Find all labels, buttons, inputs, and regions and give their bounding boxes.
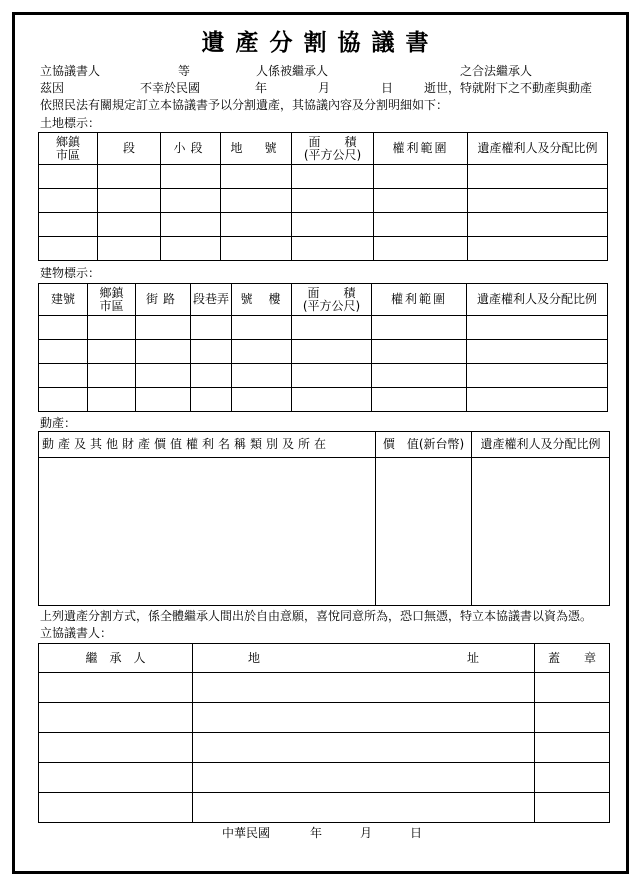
signer-cell-heir-name[interactable] [39, 733, 193, 763]
land-header-rights-scope: 權利範圍 [374, 133, 468, 165]
building-cell-number-floor[interactable] [232, 316, 292, 340]
building-cell-number-floor[interactable] [232, 388, 292, 412]
signer-cell-address[interactable] [193, 673, 535, 703]
building-cell-street[interactable] [136, 316, 191, 340]
building-cell-district[interactable] [88, 364, 136, 388]
building-row [39, 364, 608, 388]
intro-heir-of: 人係被繼承人 [256, 64, 329, 78]
land-cell-rights-scope[interactable] [374, 213, 468, 237]
building-header-number-floor: 號 樓 [232, 284, 292, 316]
building-cell-number-floor[interactable] [232, 340, 292, 364]
land-header-lot-number: 地 號 [221, 133, 292, 165]
intro-month: 月 [318, 81, 331, 95]
building-cell-street[interactable] [136, 388, 191, 412]
signer-cell-seal[interactable] [535, 733, 610, 763]
land-cell-lot-number[interactable] [221, 213, 292, 237]
building-cell-area[interactable] [292, 316, 372, 340]
closing-statement: 上列遺產分割方式，係全體繼承人間出於自由意願，喜悅同意所為，恐口無憑，特立本協議書以資為憑。 [40, 609, 593, 623]
signer-cell-heir-name[interactable] [39, 763, 193, 793]
land-cell-subsection[interactable] [161, 237, 221, 261]
intro-day: 日 [381, 81, 394, 95]
intro-legal-heir: 之合法繼承人 [460, 64, 533, 78]
building-cell-rights-scope[interactable] [372, 340, 467, 364]
building-cell-street[interactable] [136, 340, 191, 364]
building-cell-heir-allocation[interactable] [467, 364, 608, 388]
signers-label: 立協議書人： [40, 626, 113, 640]
signer-row [39, 793, 610, 823]
intro-party-label: 立協議書人 [40, 64, 101, 78]
building-header-rights-scope: 權利範圍 [372, 284, 467, 316]
intro-statement: 依照民法有關規定訂立本協議書予以分割遺產，其協議內容及分割明細如下： [40, 98, 449, 112]
movable-table [38, 431, 610, 606]
signer-cell-address[interactable] [193, 763, 535, 793]
land-cell-lot-number[interactable] [221, 165, 292, 189]
building-cell-area[interactable] [292, 340, 372, 364]
land-cell-district[interactable] [39, 213, 98, 237]
footer-day: 日 [410, 826, 423, 840]
building-cell-district[interactable] [88, 340, 136, 364]
signers-table [38, 643, 610, 823]
land-cell-subsection[interactable] [161, 165, 221, 189]
land-cell-district[interactable] [39, 237, 98, 261]
building-cell-building-number[interactable] [39, 340, 88, 364]
signer-cell-seal[interactable] [535, 763, 610, 793]
land-cell-lot-number[interactable] [221, 237, 292, 261]
land-row [39, 165, 608, 189]
footer-roc: 中華民國 [222, 826, 271, 840]
signer-cell-seal[interactable] [535, 793, 610, 823]
building-section-label: 建物標示： [40, 266, 101, 280]
building-cell-heir-allocation[interactable] [467, 316, 608, 340]
land-cell-area[interactable] [292, 213, 374, 237]
land-cell-heir-allocation[interactable] [468, 213, 608, 237]
land-cell-heir-allocation[interactable] [468, 189, 608, 213]
building-cell-heir-allocation[interactable] [467, 388, 608, 412]
signer-cell-heir-name[interactable] [39, 673, 193, 703]
intro-passed: 逝世，特就附下之不動產與動產 [424, 81, 593, 95]
movable-header-item: 動產及其他財產價值權利名稱類別及所在 [39, 432, 376, 458]
building-cell-building-number[interactable] [39, 388, 88, 412]
land-cell-rights-scope[interactable] [374, 165, 468, 189]
building-cell-section-lane[interactable] [191, 316, 232, 340]
building-header-building-number: 建號 [39, 284, 88, 316]
movable-header-allocation: 遺產權利人及分配比例 [472, 432, 610, 458]
signer-cell-seal[interactable] [535, 703, 610, 733]
building-table [38, 283, 608, 412]
land-cell-section[interactable] [98, 213, 161, 237]
signers-header-address-1: 地 [248, 650, 261, 665]
land-cell-area[interactable] [292, 189, 374, 213]
building-row [39, 316, 608, 340]
signer-row [39, 703, 610, 733]
land-cell-area[interactable] [292, 237, 374, 261]
signer-row [39, 733, 610, 763]
land-row [39, 213, 608, 237]
movable-section-label: 動產： [40, 416, 77, 430]
signers-header-address [193, 644, 535, 673]
building-cell-building-number[interactable] [39, 316, 88, 340]
land-header-district: 鄉鎮 市區 [39, 133, 98, 165]
building-cell-heir-allocation[interactable] [467, 340, 608, 364]
land-cell-rights-scope[interactable] [374, 237, 468, 261]
land-section-label: 土地標示： [40, 116, 101, 130]
building-cell-section-lane[interactable] [191, 340, 232, 364]
intro-year: 年 [255, 81, 268, 95]
movable-allocation-cell[interactable] [472, 458, 610, 606]
land-row [39, 237, 608, 261]
signers-header-seal: 蓋 章 [535, 644, 610, 673]
signer-cell-address[interactable] [193, 703, 535, 733]
footer-year: 年 [310, 826, 323, 840]
building-cell-rights-scope[interactable] [372, 316, 467, 340]
signers-header-address-2: 址 [466, 650, 479, 665]
signer-cell-seal[interactable] [535, 673, 610, 703]
land-header-subsection: 小段 [161, 133, 221, 165]
intro-now-because: 茲因 [40, 81, 65, 95]
building-cell-area[interactable] [292, 364, 372, 388]
building-cell-section-lane[interactable] [191, 388, 232, 412]
building-cell-building-number[interactable] [39, 364, 88, 388]
land-cell-section[interactable] [98, 189, 161, 213]
land-cell-district[interactable] [39, 165, 98, 189]
movable-header-value: 價 值(新台幣) [376, 432, 472, 458]
land-header-heir-allocation: 遺產權利人及分配比例 [468, 133, 608, 165]
land-header-area: 面 積 (平方公尺) [292, 133, 374, 165]
document-title: 遺產分割協議書 [201, 29, 440, 56]
signer-cell-address[interactable] [193, 733, 535, 763]
land-cell-heir-allocation[interactable] [468, 237, 608, 261]
movable-value-cell[interactable] [376, 458, 472, 606]
land-row [39, 189, 608, 213]
movable-item-cell[interactable] [39, 458, 376, 606]
land-cell-rights-scope[interactable] [374, 189, 468, 213]
signer-cell-heir-name[interactable] [39, 703, 193, 733]
building-header-heir-allocation: 遺產權利人及分配比例 [467, 284, 608, 316]
building-cell-district[interactable] [88, 316, 136, 340]
building-header-street: 街路 [136, 284, 191, 316]
land-cell-subsection[interactable] [161, 213, 221, 237]
building-cell-district[interactable] [88, 388, 136, 412]
intro-unfortunate: 不幸於民國 [140, 81, 201, 95]
signer-cell-address[interactable] [193, 793, 535, 823]
signers-header-heir: 繼 承 人 [39, 644, 193, 673]
land-cell-area[interactable] [292, 165, 374, 189]
building-cell-section-lane[interactable] [191, 364, 232, 388]
building-header-section-lane: 段巷弄 [191, 284, 232, 316]
footer-month: 月 [360, 826, 373, 840]
building-cell-number-floor[interactable] [232, 364, 292, 388]
signer-row [39, 763, 610, 793]
land-cell-subsection[interactable] [161, 189, 221, 213]
land-cell-section[interactable] [98, 165, 161, 189]
building-row [39, 388, 608, 412]
intro-etc: 等 [178, 64, 191, 78]
land-cell-heir-allocation[interactable] [468, 165, 608, 189]
land-cell-section[interactable] [98, 237, 161, 261]
signer-row [39, 673, 610, 703]
building-row [39, 340, 608, 364]
building-cell-street[interactable] [136, 364, 191, 388]
building-header-area: 面 積 (平方公尺) [292, 284, 372, 316]
building-cell-rights-scope[interactable] [372, 364, 467, 388]
signer-cell-heir-name[interactable] [39, 793, 193, 823]
land-cell-lot-number[interactable] [221, 189, 292, 213]
land-header-section: 段 [98, 133, 161, 165]
land-table [38, 132, 608, 261]
building-cell-area[interactable] [292, 388, 372, 412]
land-cell-district[interactable] [39, 189, 98, 213]
building-cell-rights-scope[interactable] [372, 388, 467, 412]
building-header-district: 鄉鎮 市區 [88, 284, 136, 316]
